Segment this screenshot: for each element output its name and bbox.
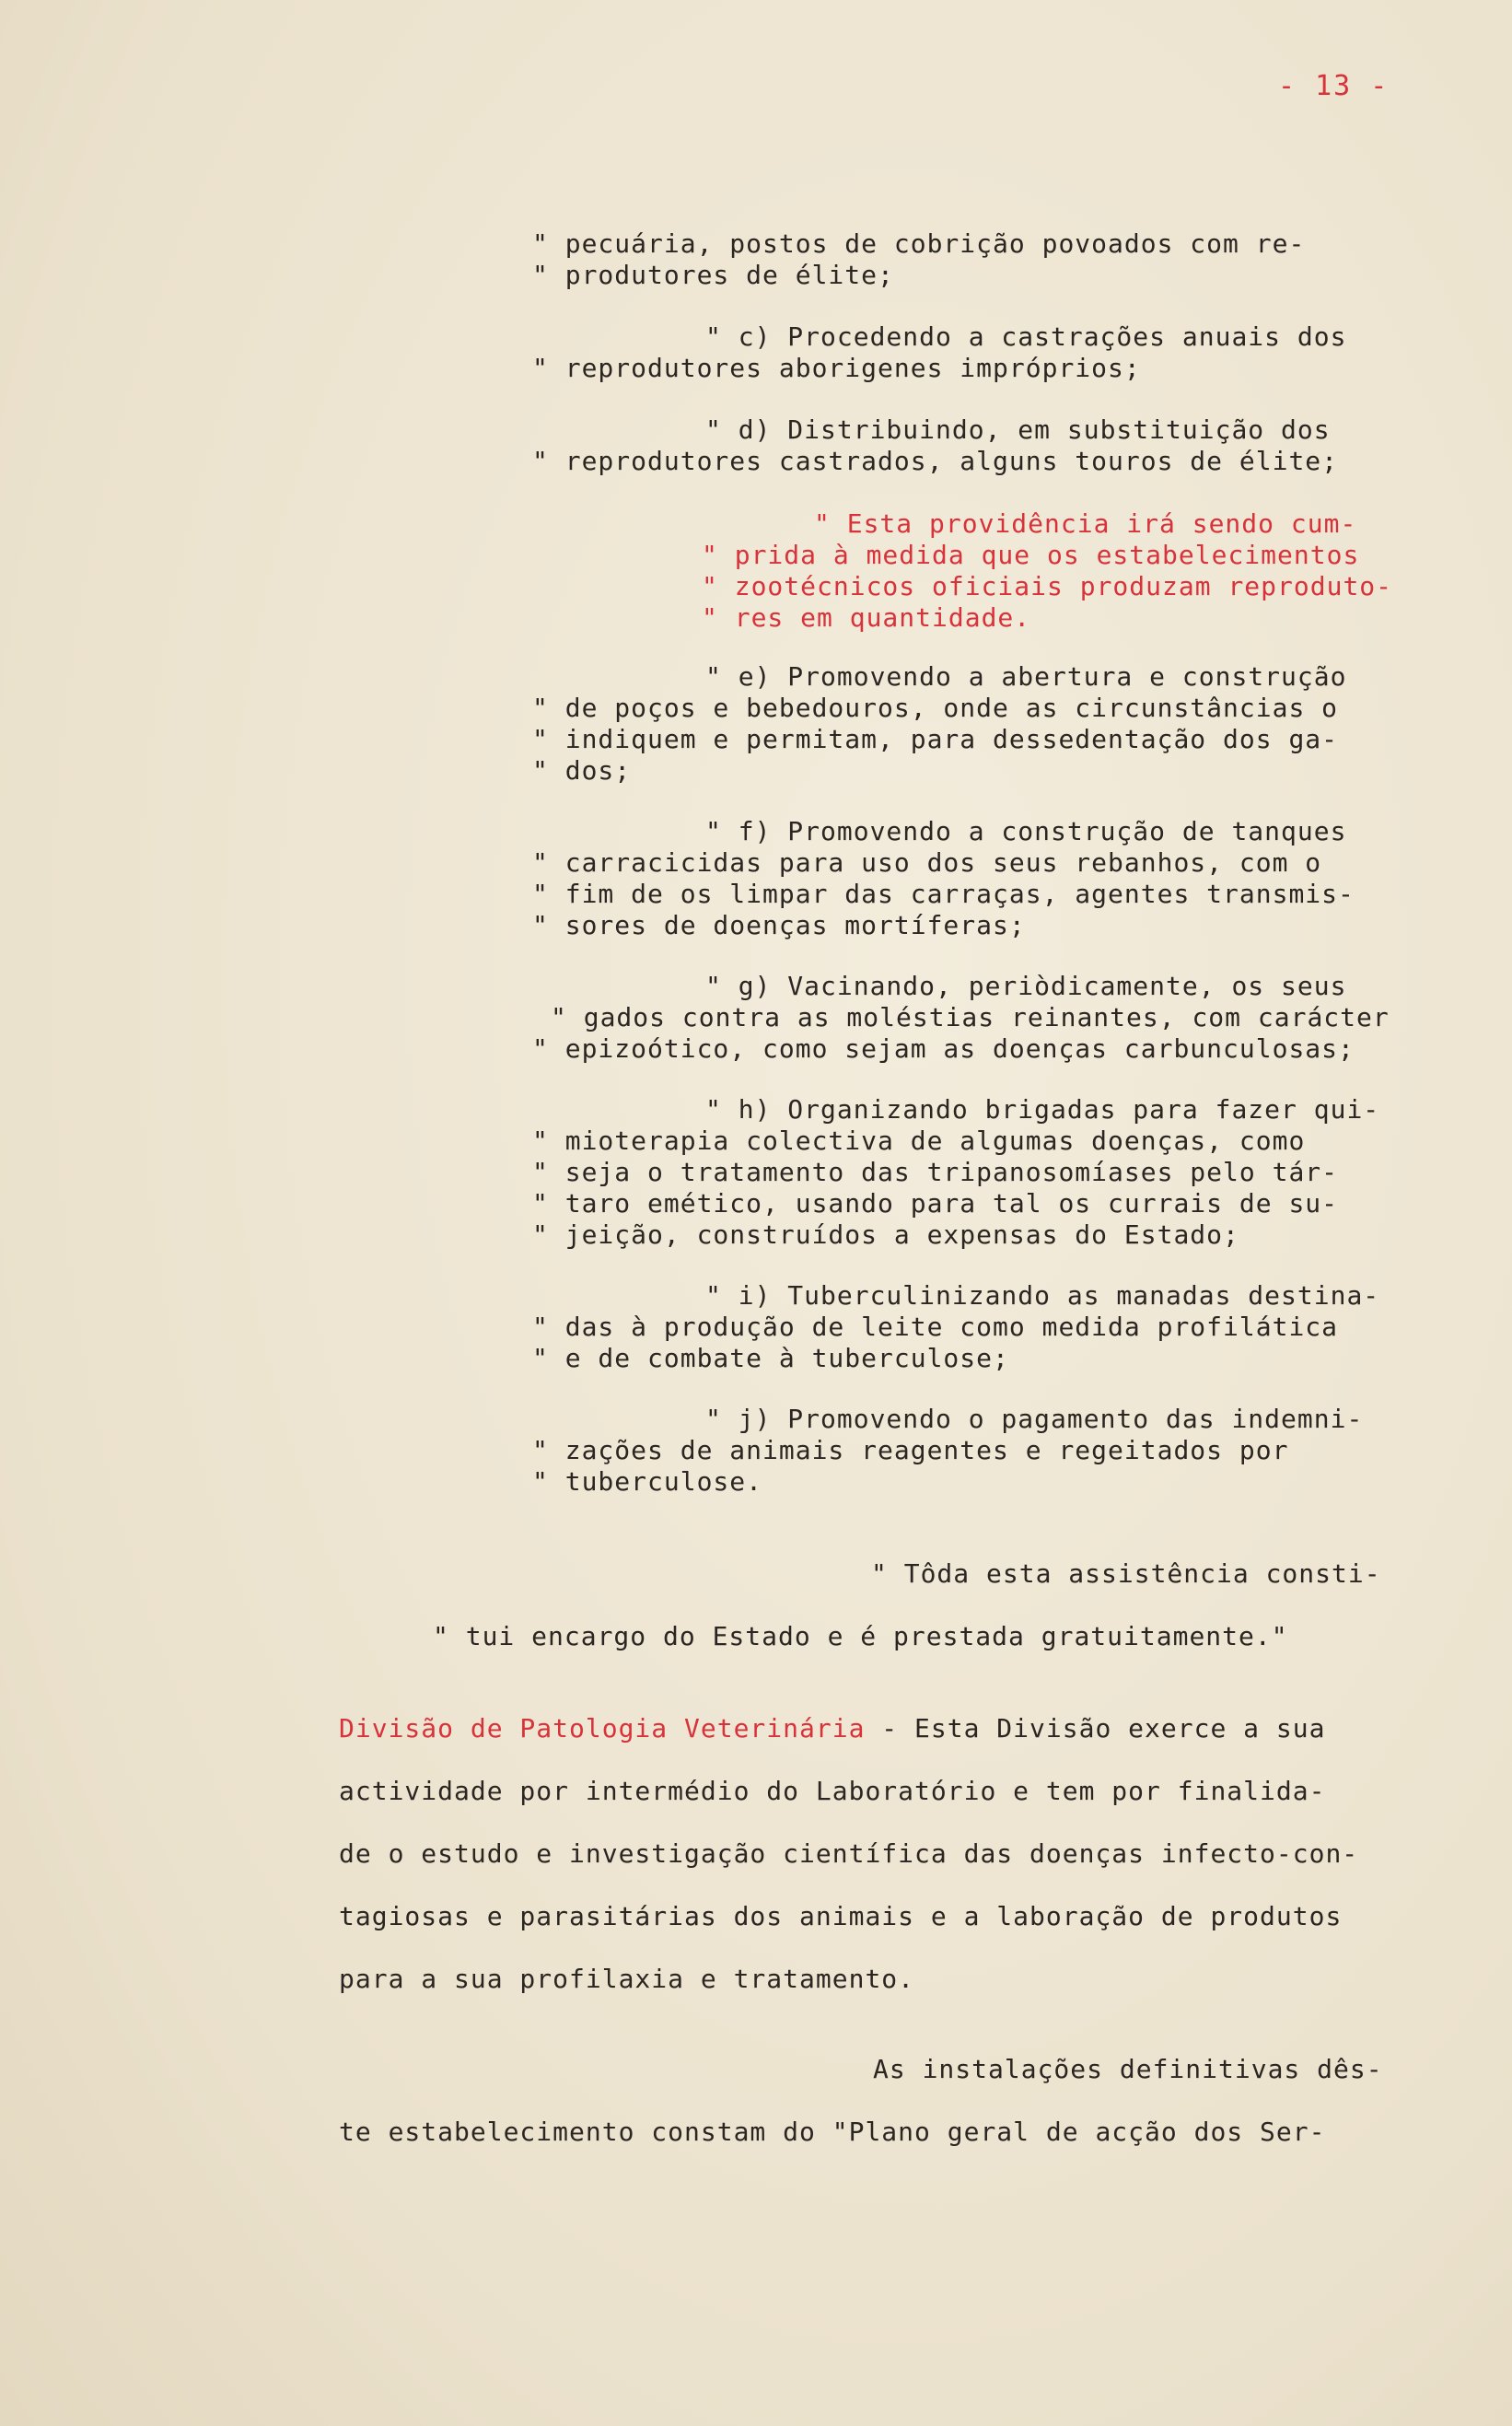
text-line: " zações de animais reagentes e regeitados por: [532, 1435, 1289, 1465]
text-line: " c) Procedendo a castrações anuais dos: [705, 321, 1347, 352]
text-line: " seja o tratamento das tripanosomíases pelo tár-: [532, 1157, 1339, 1187]
text-line: " taro emético, usando para tal os currais de su-: [532, 1188, 1339, 1219]
text-line: " sores de doenças mortíferas;: [532, 910, 1026, 940]
text-line: " tui encargo do Estado e é prestada gratuitamente.": [433, 1621, 1288, 1651]
text-line: " mioterapia colectiva de algumas doenças, como: [532, 1126, 1306, 1156]
paragraph-line: [339, 1713, 1325, 1744]
highlighted-text-line: " zootécnicos oficiais produzam reproduto-: [702, 571, 1393, 601]
paragraph-line: te estabelecimento constam do "Plano geral de acção dos Ser-: [339, 2117, 1326, 2147]
paragraph-line: actividade por intermédio do Laboratório e tem por finalida-: [339, 1776, 1326, 1806]
paragraph-line: para a sua profilaxia e tratamento.: [339, 1964, 915, 1994]
text-line: " tuberculose.: [532, 1466, 763, 1497]
text-line: " das à produção de leite como medida profilática: [532, 1312, 1339, 1342]
text-line: " Tôda esta assistência consti-: [871, 1558, 1381, 1589]
text-line: " f) Promovendo a construção de tanques: [705, 816, 1347, 846]
text-line: " dos;: [532, 755, 632, 786]
text-line: " jeição, construídos a expensas do Estado;: [532, 1219, 1239, 1250]
paragraph-line: de o estudo e investigação científica das doenças infecto-con-: [339, 1838, 1359, 1869]
highlighted-text-line: " Esta providência irá sendo cum-: [814, 508, 1357, 539]
paragraph-line: tagiosas e parasitárias dos animais e a laboração de produtos: [339, 1901, 1343, 1931]
text-line: " h) Organizando brigadas para fazer qui-: [705, 1094, 1380, 1125]
highlighted-text-line: " prida à medida que os estabelecimentos: [702, 540, 1360, 570]
text-line: " reprodutores castrados, alguns touros de élite;: [532, 446, 1339, 476]
text-line: " reprodutores aborigenes impróprios;: [532, 353, 1141, 383]
text-line: " d) Distribuindo, em substituição dos: [705, 414, 1331, 445]
section-heading: Divisão de Patologia Veterinária: [339, 1713, 866, 1744]
text-line: " pecuária, postos de cobrição povoados com re-: [532, 228, 1306, 259]
page-number: - 13 -: [1278, 70, 1390, 102]
text-line: " fim de os limpar das carraças, agentes transmis-: [532, 879, 1355, 909]
paragraph-line: As instalações definitivas dês-: [873, 2054, 1383, 2084]
text-line: " carracicidas para uso dos seus rebanhos, com o: [532, 847, 1322, 878]
paragraph-text: - Esta Divisão exerce a sua: [865, 1713, 1326, 1744]
text-line: " i) Tuberculinizando as manadas destina-: [705, 1280, 1380, 1311]
text-line: " j) Promovendo o pagamento das indemni-: [705, 1404, 1364, 1434]
text-line: " e de combate à tuberculose;: [532, 1343, 1009, 1373]
text-line: " e) Promovendo a abertura e construção: [705, 661, 1347, 692]
text-line: " g) Vacinando, periòdicamente, os seus: [705, 971, 1347, 1001]
text-line: " produtores de élite;: [532, 260, 894, 290]
text-line: " epizoótico, como sejam as doenças carbunculosas;: [532, 1033, 1355, 1064]
text-line: " indiquem e permitam, para dessedentação dos ga-: [532, 724, 1339, 754]
text-line: " gados contra as moléstias reinantes, com carácter: [551, 1002, 1390, 1032]
highlighted-text-line: " res em quantidade.: [702, 602, 1031, 633]
text-line: " de poços e bebedouros, onde as circunstâncias o: [532, 693, 1339, 723]
